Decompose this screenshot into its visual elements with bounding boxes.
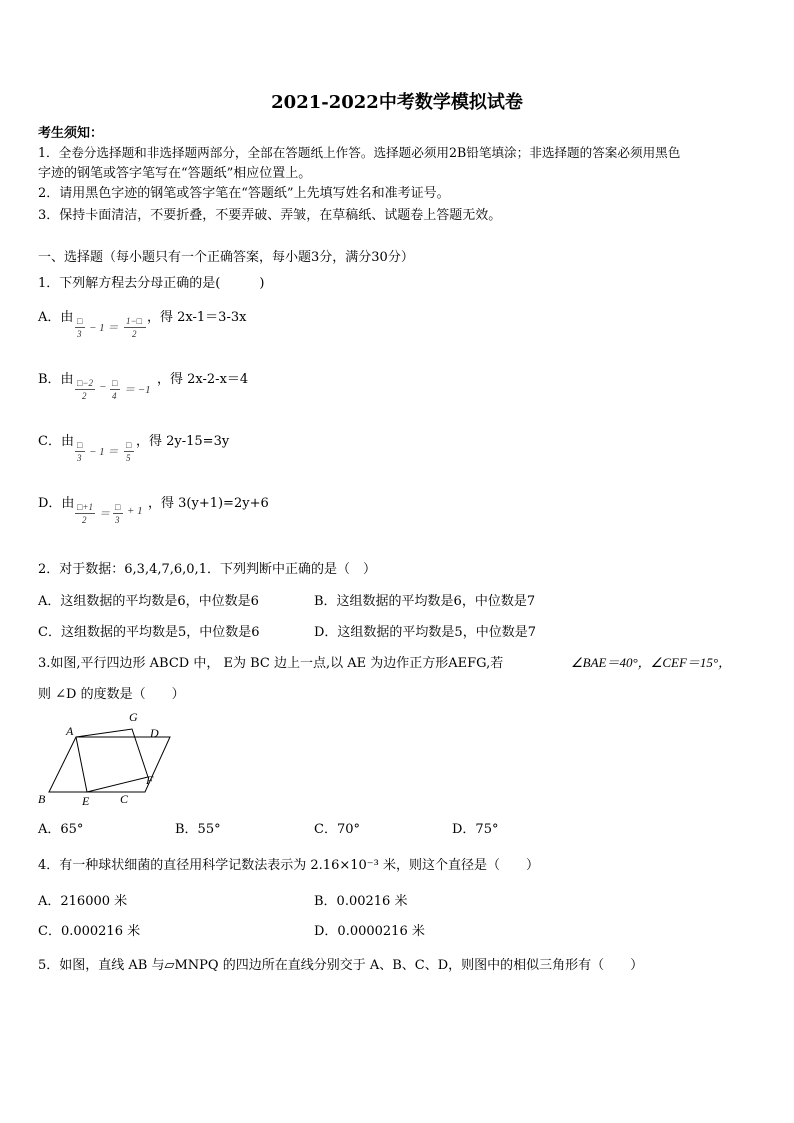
q1-option-c-label: C．由: [38, 434, 74, 449]
label-d: D: [150, 726, 159, 740]
q3-figure: [34, 708, 174, 814]
q1-option-a-result: ，得 2x-1＝3-3x: [147, 310, 247, 325]
q3-option-c: C．70°: [314, 822, 360, 837]
notice-heading: 考生须知：: [38, 126, 104, 141]
q5-stem: 5．如图，直线 AB 与▱MNPQ 的四边所在直线分别交于 A、B、C、D，则图中的相似三角形有（ ）: [38, 958, 644, 973]
q3-option-a: A．65°: [38, 822, 84, 837]
q4-option-a: A．216000 米: [38, 894, 128, 909]
label-c: C: [120, 792, 129, 806]
q4-option-d: D．0.0000216 米: [314, 924, 425, 939]
notice-line-3: 3．保持卡面清洁，不要折叠，不要弄破、弄皱，在草稿纸、试题卷上答题无效。: [38, 208, 502, 223]
q2-option-d: D．这组数据的平均数是5，中位数是7: [314, 625, 536, 640]
page-title: 2021-2022中考数学模拟试卷: [271, 92, 523, 113]
notice-line-1a: 1．全卷分选择题和非选择题两部分，全部在答题纸上作答。选择题必须用2B铅笔填涂；非选择题的答案必须用黑色: [38, 145, 681, 160]
q2-stem: 2．对于数据：6,3,4,7,6,0,1．下列判断中正确的是（ ）: [38, 562, 376, 577]
q2-option-c: C．这组数据的平均数是5，中位数是6: [38, 625, 260, 640]
q3-stem-b: 则 ∠D 的度数是（ ）: [38, 687, 185, 702]
label-g: G: [129, 710, 138, 724]
q4-option-c: C．0.000216 米: [38, 924, 141, 939]
label-a: A: [66, 724, 74, 738]
q1-option-d-result: ，得 3(y+1)=2y+6: [148, 496, 269, 511]
q2-option-a: A．这组数据的平均数是6，中位数是6: [38, 594, 259, 609]
q1-option-a-label: A．由: [38, 310, 74, 325]
q1-option-c-result: ，得 2y-15=3y: [136, 434, 230, 449]
q4-stem: 4．有一种球状细菌的直径用科学记数法表示为 2.16×10⁻³ 米，则这个直径是（ ）: [38, 858, 539, 873]
q1-option-b-label: B．由: [38, 372, 74, 387]
q3-condition: ∠BAE＝40°，∠CEF＝15°，: [571, 655, 732, 670]
q3-stem-a: 3.如图,平行四边形 ABCD 中， E为 BC 边上一点,以 AE 为边作正方形AEFG,若: [38, 656, 504, 671]
q2-option-b: B．这组数据的平均数是6，中位数是7: [314, 594, 536, 609]
section-heading: 一、选择题（每小题只有一个正确答案，每小题3分，满分30分）: [38, 250, 414, 265]
q3-option-b: B．55°: [175, 822, 221, 837]
label-b: B: [38, 792, 46, 806]
label-e: E: [82, 794, 90, 808]
q4-option-b: B．0.00216 米: [314, 894, 408, 909]
q1-stem: 1．下列解方程去分母正确的是( ): [38, 276, 265, 291]
label-f: F: [146, 773, 154, 787]
q1-option-d-label: D．由: [38, 496, 75, 511]
notice-line-1b: 字迹的钢笔或答字笔写在“答题纸”相应位置上。: [38, 166, 312, 181]
q3-option-d: D．75°: [452, 822, 499, 837]
q1-option-b-result: ，得 2x-2-x＝4: [157, 372, 249, 387]
notice-line-2: 2．请用黑色字迹的钢笔或答字笔在“答题纸”上先填写姓名和准考证号。: [38, 186, 450, 201]
